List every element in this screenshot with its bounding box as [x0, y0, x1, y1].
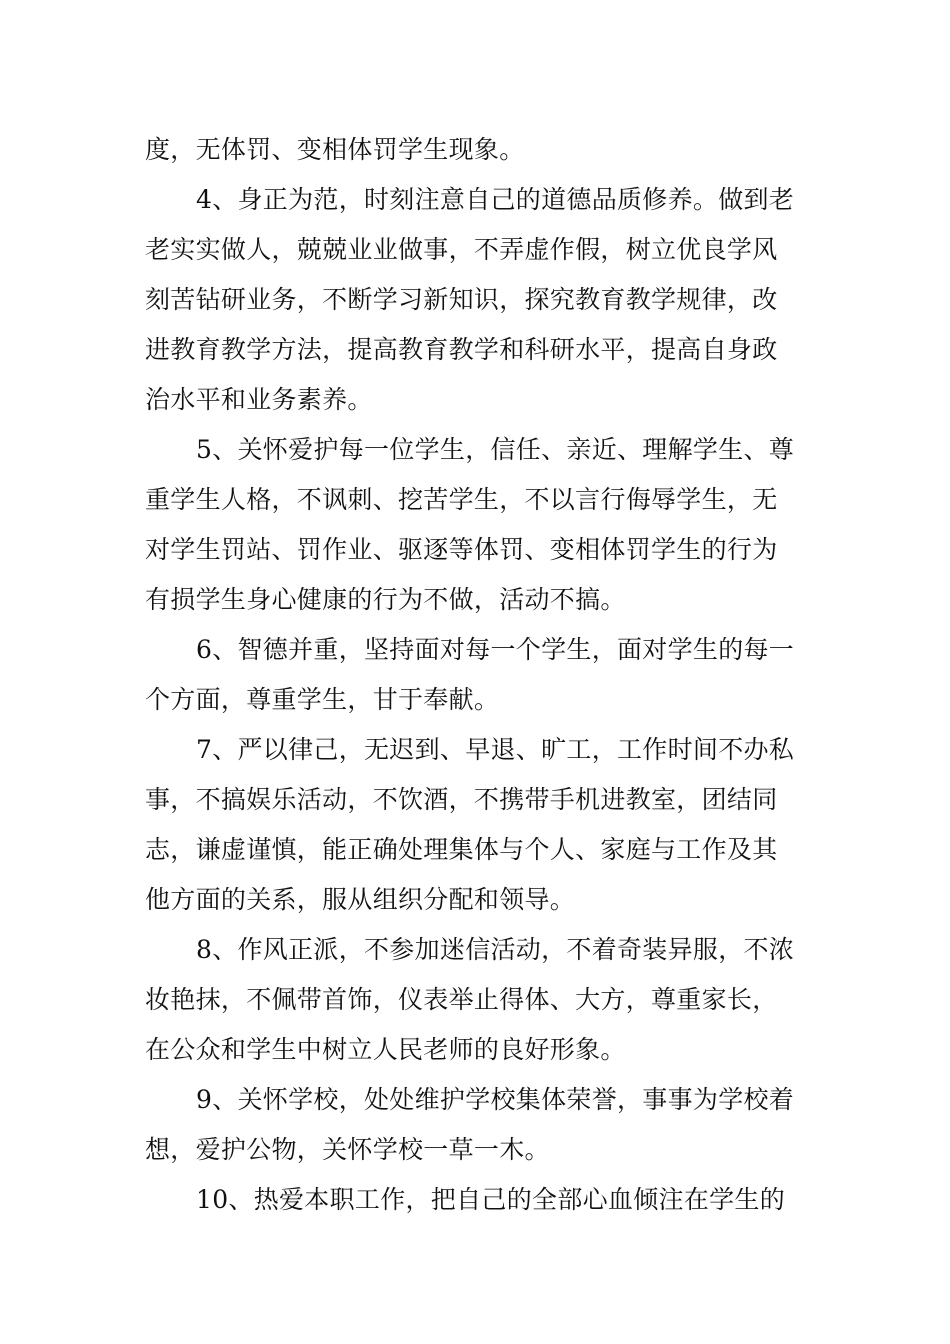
text-line	[0, 530, 950, 570]
text-line	[0, 880, 950, 920]
text-line	[0, 330, 950, 370]
text-line-content: 想，爱护公物，关怀学校一草一木。	[145, 1135, 550, 1164]
text-line-content: 重学生人格，不讽刺、挖苦学生，不以言行侮辱学生，无	[145, 485, 778, 514]
text-line-content: 度，无体罚、变相体罚学生现象。	[145, 135, 525, 164]
text-line-content: 8、作风正派，不参加迷信活动，不着奇装异服，不浓	[196, 935, 795, 964]
text-line-content: 7、严以律己，无迟到、早退、旷工，工作时间不办私	[196, 735, 795, 764]
text-line	[0, 730, 950, 770]
text-line-content: 5、关怀爱护每一位学生，信任、亲近、理解学生、尊	[196, 435, 795, 464]
text-line	[0, 430, 950, 470]
text-line	[0, 180, 950, 220]
text-line	[0, 1080, 950, 1120]
text-line-content: 9、关怀学校，处处维护学校集体荣誉，事事为学校着	[196, 1085, 795, 1114]
text-line	[0, 780, 950, 820]
text-line-content: 个方面，尊重学生，甘于奉献。	[145, 685, 500, 714]
text-line	[0, 830, 950, 870]
text-line	[0, 580, 950, 620]
text-line	[0, 230, 950, 270]
text-line-content: 他方面的关系，服从组织分配和领导。	[145, 885, 576, 914]
text-line	[0, 630, 950, 670]
text-line-content: 事，不搞娱乐活动，不饮酒，不携带手机进教室，团结同	[145, 785, 778, 814]
text-line-content: 老实实做人，兢兢业业做事，不弄虚作假，树立优良学风	[145, 235, 778, 264]
text-line-content: 志，谦虚谨慎，能正确处理集体与个人、家庭与工作及其	[145, 835, 778, 864]
text-line-content: 有损学生身心健康的行为不做，活动不搞。	[145, 585, 626, 614]
text-line-content: 10、热爱本职工作，把自己的全部心血倾注在学生的	[196, 1185, 786, 1214]
text-line-content: 4、身正为范，时刻注意自己的道德品质修养。做到老	[196, 185, 795, 214]
text-line-content: 治水平和业务素养。	[145, 385, 373, 414]
text-line	[0, 480, 950, 520]
text-line	[0, 1130, 950, 1170]
text-line-content: 进教育教学方法，提高教育教学和科研水平，提高自身政	[145, 335, 778, 364]
text-line	[0, 1030, 950, 1070]
text-line-content: 在公众和学生中树立人民老师的良好形象。	[145, 1035, 626, 1064]
text-line	[0, 380, 950, 420]
text-line	[0, 980, 950, 1020]
text-line	[0, 130, 950, 170]
text-line	[0, 280, 950, 320]
text-line	[0, 680, 950, 720]
text-line-content: 对学生罚站、罚作业、驱逐等体罚、变相体罚学生的行为	[145, 535, 778, 564]
text-line	[0, 1180, 950, 1220]
text-line-content: 刻苦钻研业务，不断学习新知识，探究教育教学规律，改	[145, 285, 778, 314]
text-line-content: 6、智德并重，坚持面对每一个学生，面对学生的每一	[196, 635, 795, 664]
text-line-content: 妆艳抹，不佩带首饰，仪表举止得体、大方，尊重家长，	[145, 985, 778, 1014]
text-line	[0, 930, 950, 970]
